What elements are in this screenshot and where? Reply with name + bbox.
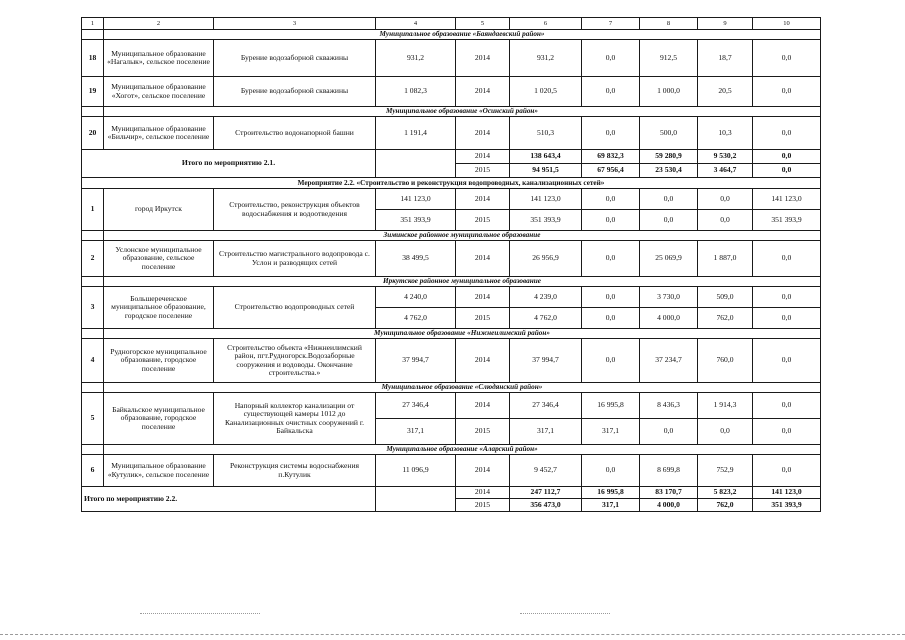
section-title: Зиминское районное муниципальное образование [104, 231, 821, 241]
cell-value: 59 280,9 [640, 150, 698, 164]
cell-value: 3 464,7 [698, 164, 753, 178]
municipality-name: Большереченское муниципальное образование, городское поселение [104, 287, 214, 329]
cell-value: 1 000,0 [640, 77, 698, 107]
work-description: Напорный коллектор канализации от существующей камеры 1012 до Канализационных очистных сооружений г. Байкальска [214, 393, 376, 445]
cell-value: 0,0 [753, 308, 821, 329]
cell-value: 0,0 [753, 287, 821, 308]
cell-value: 0,0 [582, 77, 640, 107]
cell-value: 69 832,3 [582, 150, 640, 164]
table-row [82, 339, 821, 383]
cell-value: 9 452,7 [510, 455, 582, 487]
work-description: Бурение водозаборной скважины [214, 77, 376, 107]
table-row [82, 189, 821, 210]
row-number: 4 [82, 339, 104, 383]
work-description: Реконструкция системы водоснабжения п.Кутулик [214, 455, 376, 487]
cell-value: 0,0 [582, 210, 640, 231]
cell-value: 0,0 [753, 117, 821, 150]
section-title: Муниципальное образование «Слюдянский район» [104, 383, 821, 393]
cell-value: 0,0 [582, 339, 640, 383]
section-row [82, 231, 821, 241]
total-row [82, 150, 821, 164]
cell-value: 509,0 [698, 287, 753, 308]
municipality-name: Услонское муниципальное образование, сельское поселение [104, 241, 214, 277]
cell-value: 317,1 [582, 419, 640, 445]
cell-value: 351 393,9 [376, 210, 456, 231]
cell-value: 18,7 [698, 40, 753, 77]
cell-value: 510,3 [510, 117, 582, 150]
cell-value: 0,0 [698, 210, 753, 231]
column-header: 2 [104, 18, 214, 30]
section-title: Муниципальное образование «Осинский район» [104, 107, 821, 117]
cell-year: 2014 [456, 241, 510, 277]
total-label: Итого по мероприятию 2.2. [82, 487, 376, 512]
municipality-name: Рудногорское муниципальное образование, городское поселение [104, 339, 214, 383]
cell-value: 0,0 [753, 164, 821, 178]
cell-value: 931,2 [376, 40, 456, 77]
section-row [82, 329, 821, 339]
table-row [82, 455, 821, 487]
cell-value: 11 096,9 [376, 455, 456, 487]
cell-value: 0,0 [640, 189, 698, 210]
row-number: 6 [82, 455, 104, 487]
cell-value: 0,0 [582, 241, 640, 277]
column-header: 1 [82, 18, 104, 30]
column-header: 4 [376, 18, 456, 30]
municipality-name: Муниципальное образование «Хогот», сельское поселение [104, 77, 214, 107]
cell-value: 27 346,4 [510, 393, 582, 419]
cell-year: 2014 [456, 189, 510, 210]
column-header: 10 [753, 18, 821, 30]
cell-value: 500,0 [640, 117, 698, 150]
table-row [82, 77, 821, 107]
cell-year: 2014 [456, 487, 510, 499]
cell-value: 141 123,0 [376, 189, 456, 210]
cell-year: 2014 [456, 117, 510, 150]
cell-value: 1 191,4 [376, 117, 456, 150]
cell-value: 0,0 [582, 189, 640, 210]
cell-value: 1 082,3 [376, 77, 456, 107]
cell-value: 37 994,7 [510, 339, 582, 383]
cell-year: 2015 [456, 419, 510, 445]
cell-value: 0,0 [753, 393, 821, 419]
section-title: Иркутское районное муниципальное образование [104, 277, 821, 287]
cell-value: 0,0 [698, 419, 753, 445]
section-row [82, 178, 821, 189]
cell-value: 0,0 [753, 241, 821, 277]
section-row [82, 30, 821, 40]
table-row [82, 117, 821, 150]
cell-value: 0,0 [753, 40, 821, 77]
cell-value: 10,3 [698, 117, 753, 150]
column-header: 3 [214, 18, 376, 30]
column-header: 7 [582, 18, 640, 30]
cell-value: 9 530,2 [698, 150, 753, 164]
cell-value: 317,1 [376, 419, 456, 445]
column-header: 9 [698, 18, 753, 30]
work-description: Бурение водозаборной скважины [214, 40, 376, 77]
cell-value: 5 823,2 [698, 487, 753, 499]
cell-value: 83 170,7 [640, 487, 698, 499]
cell-value: 317,1 [510, 419, 582, 445]
row-number: 3 [82, 287, 104, 329]
work-description: Строительство магистрального водопровода с. Услон и разводящих сетей [214, 241, 376, 277]
cell-value: 351 393,9 [753, 499, 821, 512]
cell-value: 0,0 [753, 419, 821, 445]
cell-value: 4 762,0 [510, 308, 582, 329]
cell-value: 20,5 [698, 77, 753, 107]
cell-value: 0,0 [582, 308, 640, 329]
cell-value: 0,0 [753, 150, 821, 164]
cell-value: 0,0 [582, 117, 640, 150]
cell-value: 1 020,5 [510, 77, 582, 107]
cell-value: 4 000,0 [640, 499, 698, 512]
cell-value: 0,0 [582, 455, 640, 487]
total-label: Итого по мероприятию 2.1. [82, 150, 376, 178]
cell-value: 0,0 [640, 419, 698, 445]
cell-value: 16 995,8 [582, 487, 640, 499]
cell-value: 4 240,0 [376, 287, 456, 308]
cell-value: 0,0 [753, 339, 821, 383]
cell-value: 8 436,3 [640, 393, 698, 419]
municipality-name: Муниципальное образование «Кутулик», сельское поселение [104, 455, 214, 487]
cell-value: 141 123,0 [753, 189, 821, 210]
cell-value: 16 995,8 [582, 393, 640, 419]
cell-value: 0,0 [582, 40, 640, 77]
cell-value: 0,0 [753, 77, 821, 107]
cell-value: 351 393,9 [510, 210, 582, 231]
cell-year: 2015 [456, 164, 510, 178]
cell-value: 317,1 [582, 499, 640, 512]
cell-value: 23 530,4 [640, 164, 698, 178]
cell-value: 1 887,0 [698, 241, 753, 277]
cell-value: 0,0 [753, 455, 821, 487]
cell-year: 2014 [456, 77, 510, 107]
cell-value: 762,0 [698, 499, 753, 512]
cell-value: 4 239,0 [510, 287, 582, 308]
cell-value: 0,0 [582, 287, 640, 308]
work-description: Строительство объекта «Нижнеилимский район, пгт.Рудногорск.Водозаборные сооружения и водоводы. Окончание строительства.» [214, 339, 376, 383]
cell-year: 2014 [456, 150, 510, 164]
cell-year: 2014 [456, 40, 510, 77]
cell-value: 1 914,3 [698, 393, 753, 419]
cell-value: 67 956,4 [582, 164, 640, 178]
cell-value: 3 730,0 [640, 287, 698, 308]
cell-value: 38 499,5 [376, 241, 456, 277]
total-row [82, 487, 821, 499]
header-row [82, 18, 821, 30]
section-title: Муниципальное образование «Аларский район» [104, 445, 821, 455]
cell-value: 26 956,9 [510, 241, 582, 277]
work-description: Строительство водонапорной башни [214, 117, 376, 150]
cell-value: 25 069,9 [640, 241, 698, 277]
cell-value: 752,9 [698, 455, 753, 487]
row-number: 18 [82, 40, 104, 77]
program-funding-table [81, 17, 821, 512]
cell-value: 94 951,5 [510, 164, 582, 178]
section-title: Муниципальное образование «Нижнеилимский район» [104, 329, 821, 339]
scan-artifact-line [0, 634, 905, 635]
cell-year: 2014 [456, 339, 510, 383]
cell-value: 356 473,0 [510, 499, 582, 512]
cell-value: 762,0 [698, 308, 753, 329]
row-number: 2 [82, 241, 104, 277]
section-row [82, 277, 821, 287]
row-number: 19 [82, 77, 104, 107]
municipality-name: город Иркутск [104, 189, 214, 231]
row-number: 5 [82, 393, 104, 445]
municipality-name: Муниципальное образование «Нагалык», сельское поселение [104, 40, 214, 77]
column-header: 5 [456, 18, 510, 30]
cell-value: 141 123,0 [510, 189, 582, 210]
column-header: 6 [510, 18, 582, 30]
section-row [82, 445, 821, 455]
cell-value: 912,5 [640, 40, 698, 77]
cell-year: 2015 [456, 210, 510, 231]
cell-value: 37 994,7 [376, 339, 456, 383]
section-title: Муниципальное образование «Баяндаевский район» [104, 30, 821, 40]
column-header: 8 [640, 18, 698, 30]
cell-year: 2015 [456, 499, 510, 512]
cell-year: 2014 [456, 455, 510, 487]
scan-artifact-line [140, 613, 260, 614]
table-row [82, 393, 821, 419]
cell-value: 351 393,9 [753, 210, 821, 231]
cell-value: 247 112,7 [510, 487, 582, 499]
cell-year: 2014 [456, 287, 510, 308]
measure-title: Мероприятие 2.2. «Строительство и реконструкция водопроводных, канализационных сетей» [82, 178, 821, 189]
cell-value: 0,0 [640, 210, 698, 231]
municipality-name: Муниципальное образование «Бильчир», сельское поселение [104, 117, 214, 150]
cell-value: 4 000,0 [640, 308, 698, 329]
cell-value: 141 123,0 [753, 487, 821, 499]
cell-value: 0,0 [698, 189, 753, 210]
cell-value: 37 234,7 [640, 339, 698, 383]
cell-year: 2014 [456, 393, 510, 419]
work-description: Строительство, реконструкция объектов водоснабжения и водоотведения [214, 189, 376, 231]
section-row [82, 107, 821, 117]
table-row [82, 40, 821, 77]
row-number: 1 [82, 189, 104, 231]
cell-value: 4 762,0 [376, 308, 456, 329]
section-row [82, 383, 821, 393]
cell-year: 2015 [456, 308, 510, 329]
municipality-name: Байкальское муниципальное образование, городское поселение [104, 393, 214, 445]
cell-value: 27 346,4 [376, 393, 456, 419]
work-description: Строительство водопроводных сетей [214, 287, 376, 329]
table-row [82, 287, 821, 308]
cell-value: 760,0 [698, 339, 753, 383]
table-row [82, 241, 821, 277]
scan-artifact-line [520, 613, 610, 614]
cell-value: 138 643,4 [510, 150, 582, 164]
cell-value: 8 699,8 [640, 455, 698, 487]
row-number: 20 [82, 117, 104, 150]
cell-value: 931,2 [510, 40, 582, 77]
